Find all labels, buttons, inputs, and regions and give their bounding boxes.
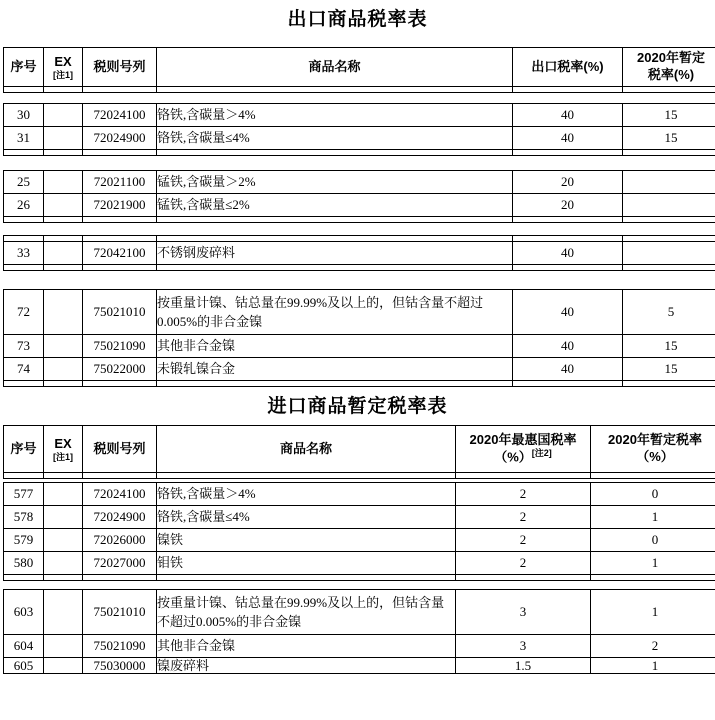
cell-name: 镍铁 bbox=[157, 529, 456, 552]
import-table-title: 进口商品暂定税率表 bbox=[267, 396, 448, 417]
cell-provisional-rate: 15 bbox=[623, 358, 715, 381]
header-name: 商品名称 bbox=[157, 426, 456, 473]
import-header-row bbox=[4, 426, 715, 473]
stub-cell bbox=[591, 473, 715, 479]
cell-mfn-rate: 3 bbox=[456, 590, 591, 635]
cell-ex bbox=[44, 171, 83, 194]
cell-mfn-rate: 2 bbox=[456, 483, 591, 506]
stub-cell bbox=[4, 150, 44, 156]
cell-ex bbox=[44, 506, 83, 529]
cell-code: 72024900 bbox=[83, 127, 157, 150]
cell-mfn-rate: 2 bbox=[456, 552, 591, 575]
header-provisional-line1: 2020年暂定税率 bbox=[608, 432, 702, 448]
stub-cell bbox=[83, 381, 157, 387]
cell-seq: 577 bbox=[4, 483, 44, 506]
table-row bbox=[4, 171, 715, 194]
cell-seq: 73 bbox=[4, 335, 44, 358]
cell-name: 其他非合金镍 bbox=[157, 335, 513, 358]
stub-cell bbox=[157, 575, 456, 581]
cell-code: 75022000 bbox=[83, 358, 157, 381]
cell-name: 按重量计镍、钴总量在99.99%及以上的，但钴含量不超过0.005%的非合金镍 bbox=[157, 290, 513, 335]
cell-seq: 605 bbox=[4, 658, 44, 674]
header-provisional-line2: 税率(%) bbox=[647, 67, 695, 82]
stub-cell bbox=[623, 217, 715, 223]
stub-cell bbox=[44, 575, 83, 581]
cell-seq: 603 bbox=[4, 590, 44, 635]
cell-name: 铬铁,含碳量＞4% bbox=[157, 483, 456, 506]
cell-seq: 579 bbox=[4, 529, 44, 552]
stub-cell bbox=[157, 473, 456, 479]
clipped-row-stub bbox=[4, 150, 715, 156]
cell-code: 72042100 bbox=[83, 242, 157, 265]
cell-provisional-rate bbox=[623, 242, 715, 265]
stub-cell bbox=[513, 150, 623, 156]
cell-code: 72024100 bbox=[83, 104, 157, 127]
header-ex bbox=[44, 426, 83, 473]
stub-cell bbox=[4, 217, 44, 223]
cell-provisional-rate: 15 bbox=[623, 127, 715, 150]
stub-cell bbox=[44, 381, 83, 387]
export-table-title: 出口商品税率表 bbox=[287, 9, 428, 30]
cell-seq: 578 bbox=[4, 506, 44, 529]
cell-export-rate: 40 bbox=[513, 127, 623, 150]
table-row bbox=[4, 590, 715, 635]
stub-cell bbox=[513, 381, 623, 387]
cell-code: 75021090 bbox=[83, 335, 157, 358]
header-mfn-line1: 2020年最惠国税率 bbox=[469, 431, 577, 447]
cell-ex bbox=[44, 290, 83, 335]
export-table-block-2 bbox=[3, 170, 715, 223]
cell-ex bbox=[44, 127, 83, 150]
cell-name: 未锻轧镍合金 bbox=[157, 358, 513, 381]
cell-mfn-rate: 1.5 bbox=[456, 658, 591, 674]
cell-ex bbox=[44, 335, 83, 358]
stub-cell bbox=[157, 265, 513, 271]
clipped-row-stub bbox=[4, 575, 715, 581]
stub-cell bbox=[456, 473, 591, 479]
table-row bbox=[4, 290, 715, 335]
stub-cell bbox=[44, 87, 83, 93]
stub-cell bbox=[157, 87, 513, 93]
header-mfn-note: [注2] bbox=[531, 447, 552, 458]
table-row bbox=[4, 104, 715, 127]
export-header-row bbox=[4, 48, 715, 87]
cell-code: 72021900 bbox=[83, 194, 157, 217]
header-provisional-rate bbox=[591, 426, 715, 473]
cell-provisional-rate: 0 bbox=[591, 483, 715, 506]
cell-mfn-rate: 3 bbox=[456, 635, 591, 658]
stub-cell bbox=[623, 87, 715, 93]
cell-ex bbox=[44, 529, 83, 552]
cell-ex bbox=[44, 194, 83, 217]
table-row bbox=[4, 506, 715, 529]
cell-provisional-rate: 15 bbox=[623, 104, 715, 127]
stub-cell bbox=[4, 575, 44, 581]
stub-cell bbox=[157, 217, 513, 223]
cell-code: 72027000 bbox=[83, 552, 157, 575]
cell-export-rate: 40 bbox=[513, 104, 623, 127]
import-table-block-2 bbox=[3, 589, 715, 674]
cell-code: 75021090 bbox=[83, 635, 157, 658]
cell-export-rate: 20 bbox=[513, 194, 623, 217]
clipped-row-stub bbox=[4, 265, 715, 271]
cell-name: 镍废碎料 bbox=[157, 658, 456, 674]
stub-cell bbox=[157, 381, 513, 387]
header-ex-label: EX bbox=[54, 53, 72, 69]
stub-cell bbox=[4, 381, 44, 387]
cell-seq: 74 bbox=[4, 358, 44, 381]
stub-cell bbox=[591, 575, 715, 581]
stub-cell bbox=[623, 381, 715, 387]
header-provisional-line2: （%） bbox=[636, 449, 674, 464]
table-row bbox=[4, 242, 715, 265]
cell-provisional-rate: 2 bbox=[591, 635, 715, 658]
cell-code: 72021100 bbox=[83, 171, 157, 194]
cell-export-rate: 40 bbox=[513, 335, 623, 358]
clipped-row-stub bbox=[4, 473, 715, 479]
import-table-block-1 bbox=[3, 482, 715, 581]
cell-export-rate: 40 bbox=[513, 358, 623, 381]
cell-provisional-rate: 0 bbox=[591, 529, 715, 552]
export-table-block-4 bbox=[3, 289, 715, 387]
table-row bbox=[4, 194, 715, 217]
cell-provisional-rate: 1 bbox=[591, 590, 715, 635]
import-table-header bbox=[3, 425, 715, 479]
cell-provisional-rate: 1 bbox=[591, 658, 715, 674]
cell-ex bbox=[44, 104, 83, 127]
cell-provisional-rate: 1 bbox=[591, 506, 715, 529]
cell-mfn-rate: 2 bbox=[456, 506, 591, 529]
export-table-block-1 bbox=[3, 103, 715, 156]
header-mfn-rate bbox=[456, 426, 591, 473]
header-mfn-line2 bbox=[456, 449, 590, 466]
cell-name: 铬铁,含碳量≤4% bbox=[157, 506, 456, 529]
cell-ex bbox=[44, 358, 83, 381]
cell-provisional-rate bbox=[623, 194, 715, 217]
table-row bbox=[4, 529, 715, 552]
cell-name: 铬铁,含碳量＞4% bbox=[157, 104, 513, 127]
header-provisional-rate bbox=[623, 48, 715, 87]
cell-ex bbox=[44, 635, 83, 658]
header-ex-label: EX bbox=[54, 435, 72, 451]
stub-cell bbox=[4, 473, 44, 479]
stub-cell bbox=[513, 265, 623, 271]
export-table-block-3 bbox=[3, 235, 715, 271]
stub-cell bbox=[83, 87, 157, 93]
stub-cell bbox=[513, 87, 623, 93]
stub-cell bbox=[44, 265, 83, 271]
clipped-row-stub bbox=[4, 87, 715, 93]
header-ex-note: [注1] bbox=[53, 451, 73, 462]
cell-seq: 604 bbox=[4, 635, 44, 658]
cell-provisional-rate: 1 bbox=[591, 552, 715, 575]
stub-cell bbox=[44, 150, 83, 156]
stub-cell bbox=[44, 217, 83, 223]
cell-name: 锰铁,含碳量＞2% bbox=[157, 171, 513, 194]
cell-seq: 26 bbox=[4, 194, 44, 217]
cell-seq: 580 bbox=[4, 552, 44, 575]
cell-name: 锰铁,含碳量≤2% bbox=[157, 194, 513, 217]
header-mfn-percent: （%） bbox=[494, 449, 532, 465]
table-row bbox=[4, 127, 715, 150]
cell-seq: 33 bbox=[4, 242, 44, 265]
stub-cell bbox=[83, 265, 157, 271]
cell-seq: 72 bbox=[4, 290, 44, 335]
cell-code: 75021010 bbox=[83, 590, 157, 635]
cell-code: 75030000 bbox=[83, 658, 157, 674]
cell-code: 75021010 bbox=[83, 290, 157, 335]
cell-provisional-rate: 5 bbox=[623, 290, 715, 335]
cell-ex bbox=[44, 242, 83, 265]
stub-cell bbox=[83, 150, 157, 156]
stub-cell bbox=[623, 265, 715, 271]
cell-export-rate: 20 bbox=[513, 171, 623, 194]
table-row bbox=[4, 358, 715, 381]
cell-ex bbox=[44, 483, 83, 506]
header-ex bbox=[44, 48, 83, 87]
stub-cell bbox=[83, 217, 157, 223]
stub-cell bbox=[44, 473, 83, 479]
cell-name: 钼铁 bbox=[157, 552, 456, 575]
cell-mfn-rate: 2 bbox=[456, 529, 591, 552]
table-row bbox=[4, 483, 715, 506]
header-export-rate: 出口税率(%) bbox=[513, 48, 623, 87]
stub-cell bbox=[4, 265, 44, 271]
cell-seq: 30 bbox=[4, 104, 44, 127]
cell-export-rate: 40 bbox=[513, 242, 623, 265]
table-row-clipped bbox=[4, 658, 715, 674]
stub-cell bbox=[83, 473, 157, 479]
export-table-header bbox=[3, 47, 715, 93]
stub-cell bbox=[456, 575, 591, 581]
cell-name: 其他非合金镍 bbox=[157, 635, 456, 658]
clipped-row-stub bbox=[4, 217, 715, 223]
stub-cell bbox=[4, 87, 44, 93]
clipped-row-stub bbox=[4, 381, 715, 387]
cell-ex bbox=[44, 658, 83, 674]
cell-ex bbox=[44, 590, 83, 635]
header-provisional-line1: 2020年暂定 bbox=[637, 50, 705, 66]
cell-name: 铬铁,含碳量≤4% bbox=[157, 127, 513, 150]
cell-export-rate: 40 bbox=[513, 290, 623, 335]
table-row bbox=[4, 635, 715, 658]
header-ex-note: [注1] bbox=[53, 69, 73, 80]
cell-code: 72024100 bbox=[83, 483, 157, 506]
cell-code: 72024900 bbox=[83, 506, 157, 529]
header-seq: 序号 bbox=[4, 426, 44, 473]
cell-seq: 31 bbox=[4, 127, 44, 150]
table-row bbox=[4, 335, 715, 358]
header-seq: 序号 bbox=[4, 48, 44, 87]
cell-ex bbox=[44, 552, 83, 575]
cell-name: 按重量计镍、钴总量在99.99%及以上的，但钴含量不超过0.005%的非合金镍 bbox=[157, 590, 456, 635]
cell-provisional-rate bbox=[623, 171, 715, 194]
header-name: 商品名称 bbox=[157, 48, 513, 87]
stub-cell bbox=[83, 575, 157, 581]
table-row bbox=[4, 552, 715, 575]
cell-provisional-rate: 15 bbox=[623, 335, 715, 358]
stub-cell bbox=[157, 150, 513, 156]
header-code: 税则号列 bbox=[83, 48, 157, 87]
cell-code: 72026000 bbox=[83, 529, 157, 552]
stub-cell bbox=[513, 217, 623, 223]
stub-cell bbox=[623, 150, 715, 156]
header-code: 税则号列 bbox=[83, 426, 157, 473]
cell-seq: 25 bbox=[4, 171, 44, 194]
cell-name: 不锈钢废碎料 bbox=[157, 242, 513, 265]
